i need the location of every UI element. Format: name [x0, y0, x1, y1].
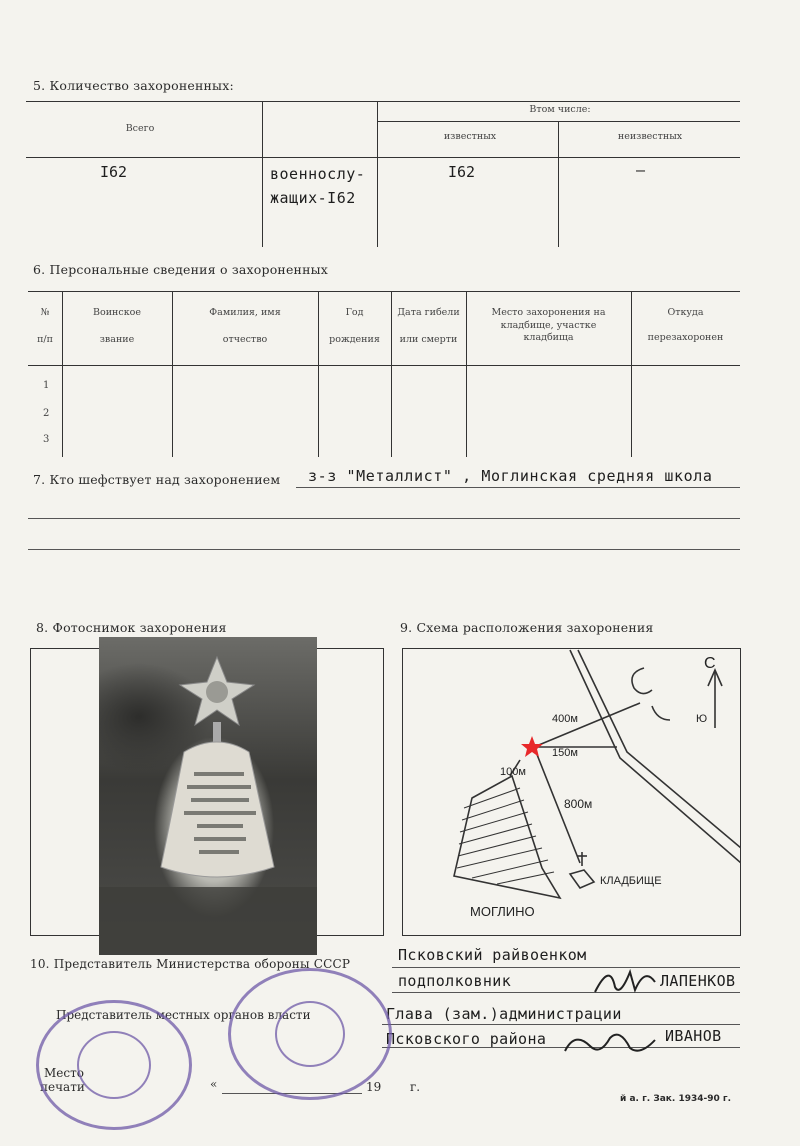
value-unknown: –: [636, 161, 646, 179]
th-name-1: Фамилия, имя: [209, 307, 281, 318]
date-quote: «: [210, 1077, 218, 1091]
value-category-2: жащих-I62: [270, 189, 356, 207]
north-label: С: [704, 655, 716, 672]
monument-icon: [99, 637, 317, 955]
location-scheme: [402, 648, 741, 936]
th-place-3: кладбища: [523, 332, 574, 343]
village-area: [454, 776, 560, 898]
value-known: I62: [448, 163, 476, 181]
compass-icon: [652, 706, 670, 720]
dist-400: 400м: [552, 713, 578, 725]
th-num-1: №: [40, 307, 50, 318]
section5-title: 5. Количество захороненных:: [33, 78, 234, 93]
th-from-2: перезахоронен: [647, 332, 724, 343]
dist-150: 150м: [552, 747, 578, 759]
row-number: 1: [43, 380, 50, 391]
memorial-photo: [99, 637, 317, 955]
th-born-2: рождения: [329, 334, 380, 345]
signature-line: [382, 1024, 740, 1025]
village-label: МОГЛИНО: [470, 904, 535, 919]
patron-line-extra: [28, 518, 740, 519]
local-representative-line1: Глава (зам.)администрации: [386, 1005, 622, 1023]
section8-title: 8. Фотоснимок захоронения: [36, 620, 227, 635]
th-place-2: кладбище, участке: [500, 320, 597, 331]
th-death-1: Дата гибели: [397, 307, 460, 318]
patron-line: [296, 487, 740, 488]
mod-representative-rank: подполковник: [398, 972, 512, 990]
date-year: 19: [366, 1080, 382, 1094]
header-total: Всего: [125, 123, 155, 134]
star-marker-icon: [521, 736, 543, 757]
th-rank-2: звание: [99, 334, 135, 345]
signature-line: [392, 992, 740, 993]
date-g: г.: [410, 1080, 421, 1094]
th-from-1: Откуда: [667, 307, 704, 318]
dist-800: 800м: [564, 797, 593, 811]
th-place-1: Место захоронения на: [491, 307, 606, 318]
stamp-military-commissariat: [36, 1000, 192, 1130]
signature-icon: [590, 962, 660, 1002]
local-representative-role: Псковского района: [386, 1030, 547, 1048]
value-total: I62: [100, 163, 128, 181]
section9-title: 9. Схема расположения захоронения: [400, 620, 654, 635]
header-including: Втом числе:: [529, 104, 591, 115]
th-num-2: п/п: [37, 334, 53, 345]
th-born-1: Год: [345, 307, 364, 318]
th-death-2: или смерти: [399, 334, 458, 345]
distance-line: [534, 703, 640, 747]
row-number: 3: [43, 434, 50, 445]
print-mark: й а. г. Зак. 1934-90 г.: [620, 1094, 732, 1104]
mod-representative-line1: Псковский райвоенком: [398, 946, 587, 964]
mod-representative-name: ЛАПЕНКОВ: [660, 972, 736, 990]
th-rank-1: Воинское: [93, 307, 141, 318]
header-known: известных: [443, 131, 497, 142]
local-representative-name: ИВАНОВ: [665, 1027, 722, 1045]
th-name-2: отчество: [222, 334, 268, 345]
patron-line-extra: [28, 549, 740, 550]
compass-icon: [632, 668, 652, 694]
place-label-2: печати: [40, 1080, 85, 1094]
patron-value: з-з "Металлист" , Моглинская средняя школа: [308, 467, 713, 485]
cemetery-label: КЛАДБИЩЕ: [600, 875, 662, 887]
south-label: Ю: [696, 713, 708, 725]
value-category-1: военнослу-: [270, 165, 366, 183]
place-label-1: Место: [44, 1066, 84, 1080]
cemetery-icon: [570, 870, 594, 888]
header-unknown: неизвестных: [617, 131, 683, 142]
section6-title: 6. Персональные сведения о захороненных: [33, 262, 329, 277]
section10-label: 10. Представитель Министерства обороны СССР: [30, 957, 351, 971]
stamp-administration: [228, 968, 392, 1100]
dist-100: 100м: [500, 766, 526, 778]
signature-icon: [560, 1026, 660, 1062]
local-representative-label: Представитель местных органов власти: [56, 1008, 311, 1022]
row-number: 2: [43, 408, 50, 419]
signature-line: [392, 967, 740, 968]
road: [578, 650, 741, 848]
section7-label: 7. Кто шефствует над захоронением: [33, 472, 281, 487]
